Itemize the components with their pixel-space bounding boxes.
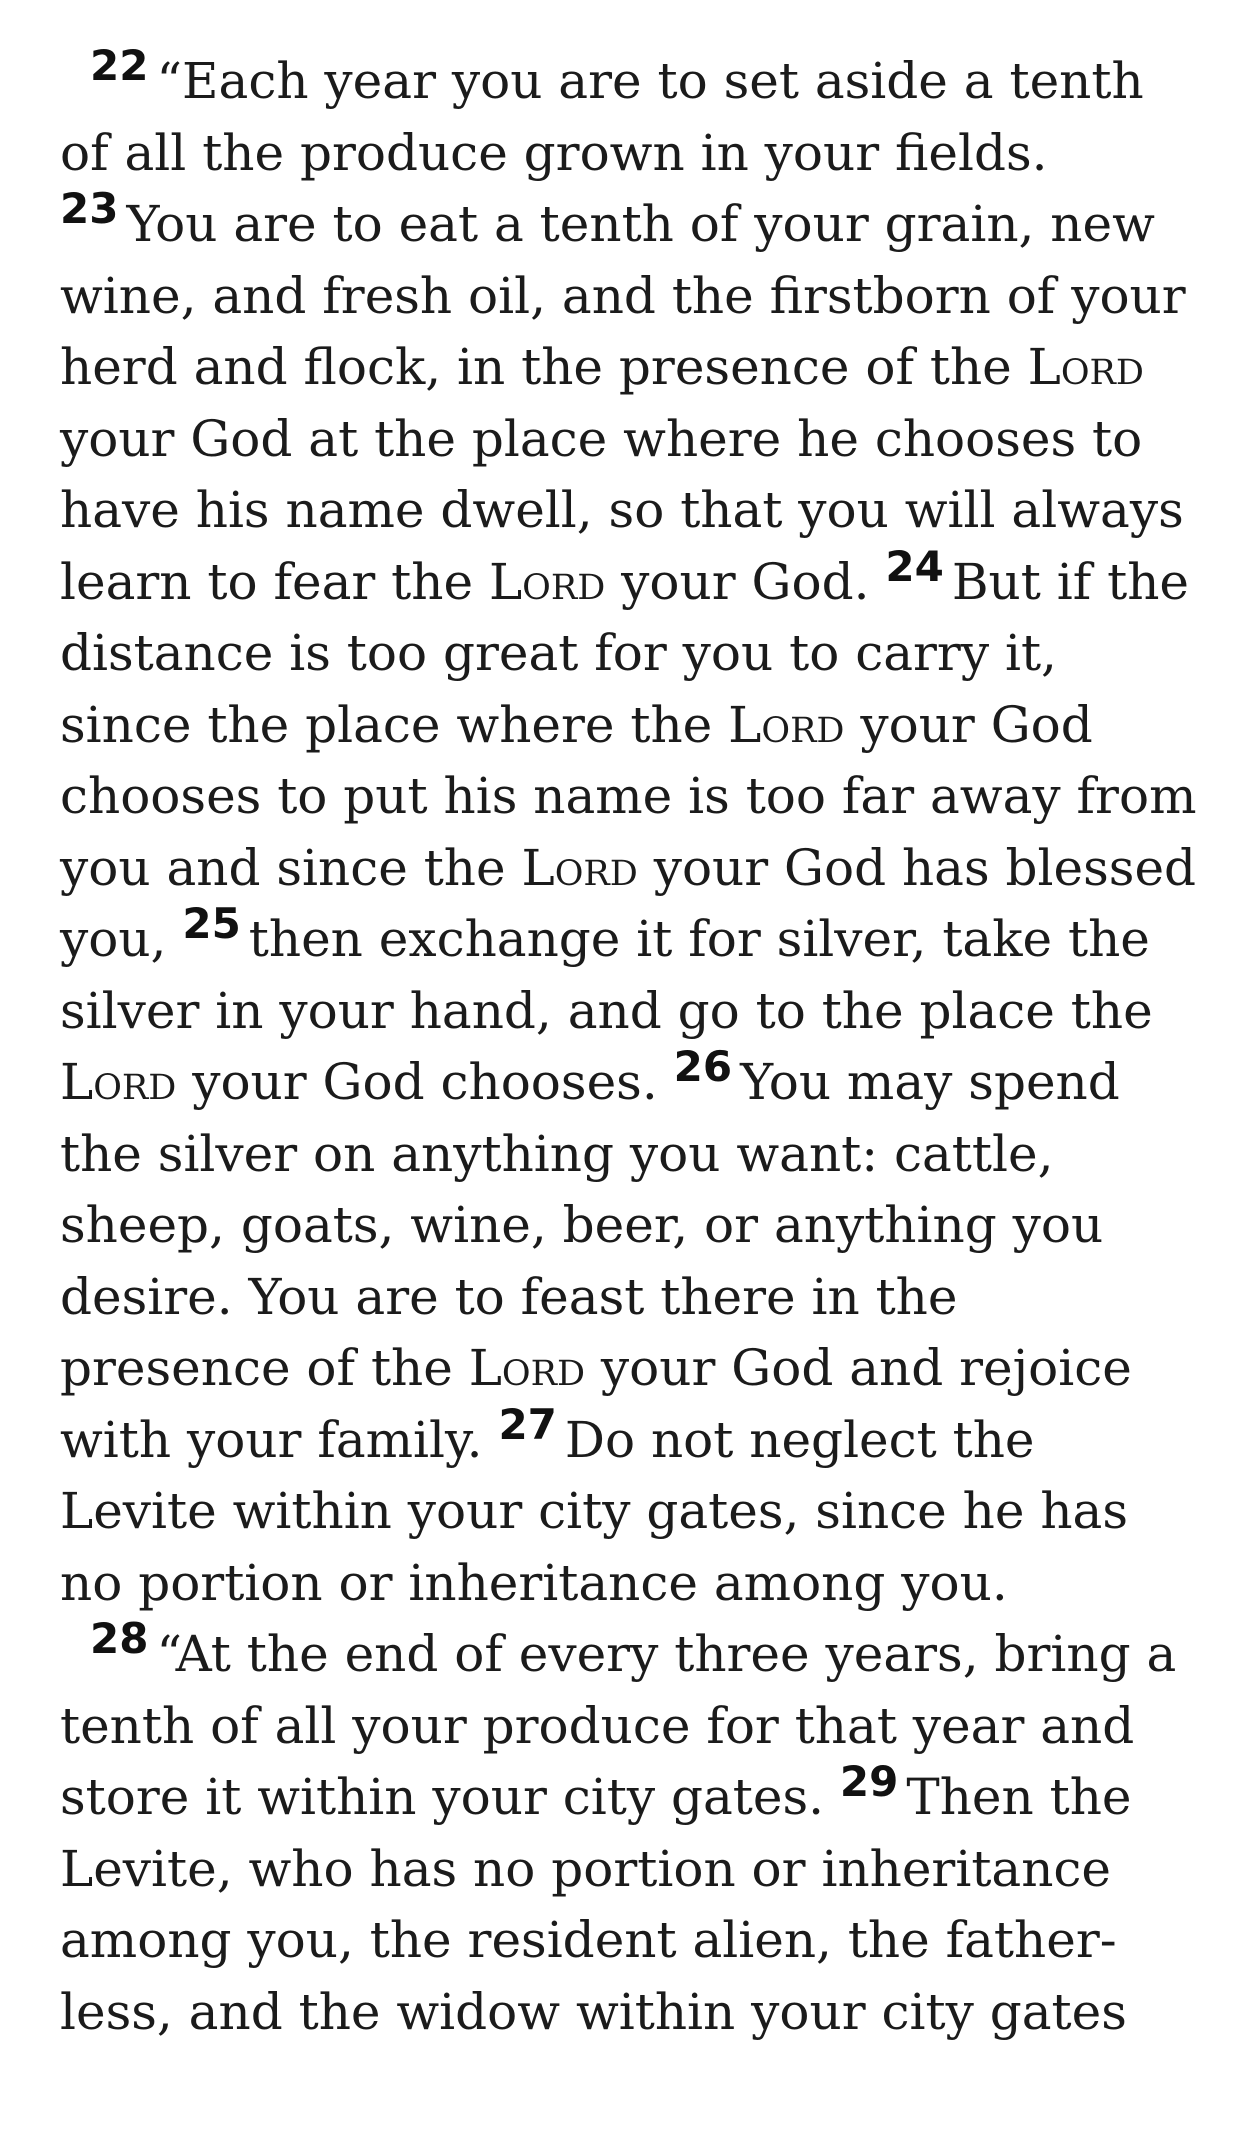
verse-text: You may spend the silver on anything you want: cattle, sheep, goats, wine, beer, or anything you desire. You are to feast there in the presence of the — [60, 1053, 1120, 1397]
verse-text: “Each year you are to set aside a tenth of all the produce grown in your fields. — [60, 52, 1144, 182]
verse-text: your God chooses. — [176, 1053, 674, 1111]
verse-text: then exchange it for silver, take the silver in your hand, and go to the place the — [60, 910, 1153, 1040]
verse-text: But if the distance is too great for you to carry it, since the place where the — [60, 552, 1190, 754]
verse-text: your God chooses to put his name is too far away from you and since the — [60, 695, 1197, 897]
divine-name: Lord — [1027, 338, 1144, 396]
paragraph — [60, 41, 1198, 1619]
verse-text: your God has blessed you, — [60, 838, 1197, 968]
verse-text: “At the end of every three years, bring a tenth of all your produce for that year and store it within your city gates. — [60, 1625, 1177, 1826]
verse-number[interactable]: 27 — [498, 1399, 557, 1449]
divine-name: Lord — [60, 1053, 177, 1111]
verse-number[interactable]: 28 — [90, 1614, 149, 1664]
verse-text: You are to eat a tenth of your grain, new wine, and fresh oil, and the firstborn of your herd and flock, in the presence of the — [60, 195, 1186, 396]
verse-number[interactable]: 24 — [885, 541, 944, 591]
verse-text: Then the Levite, who has no portion or inheritance among you, the resident alien, the father-less, and the widow within your city gates — [60, 1768, 1132, 2041]
verse-text: your God and rejoice with your family. — [60, 1339, 1132, 1469]
verse-number[interactable]: 26 — [673, 1042, 733, 1092]
paragraph — [60, 1614, 1198, 2048]
verse-text: your God. — [605, 552, 886, 611]
verse-number[interactable]: 29 — [839, 1757, 899, 1807]
divine-name: Lord — [728, 695, 845, 754]
verse-number[interactable]: 23 — [60, 184, 119, 234]
verse-number[interactable]: 22 — [90, 41, 149, 91]
verse-text: your God at the place where he chooses to have his name dwell, so that you will always learn to fear the — [60, 409, 1184, 611]
divine-name: Lord — [521, 838, 638, 897]
verse-text: Do not neglect the Levite within your city gates, since he has no portion or inheritance among you. — [60, 1410, 1128, 1612]
divine-name: Lord — [488, 552, 606, 611]
divine-name: Lord — [468, 1339, 586, 1397]
verse-number[interactable]: 25 — [182, 899, 241, 949]
